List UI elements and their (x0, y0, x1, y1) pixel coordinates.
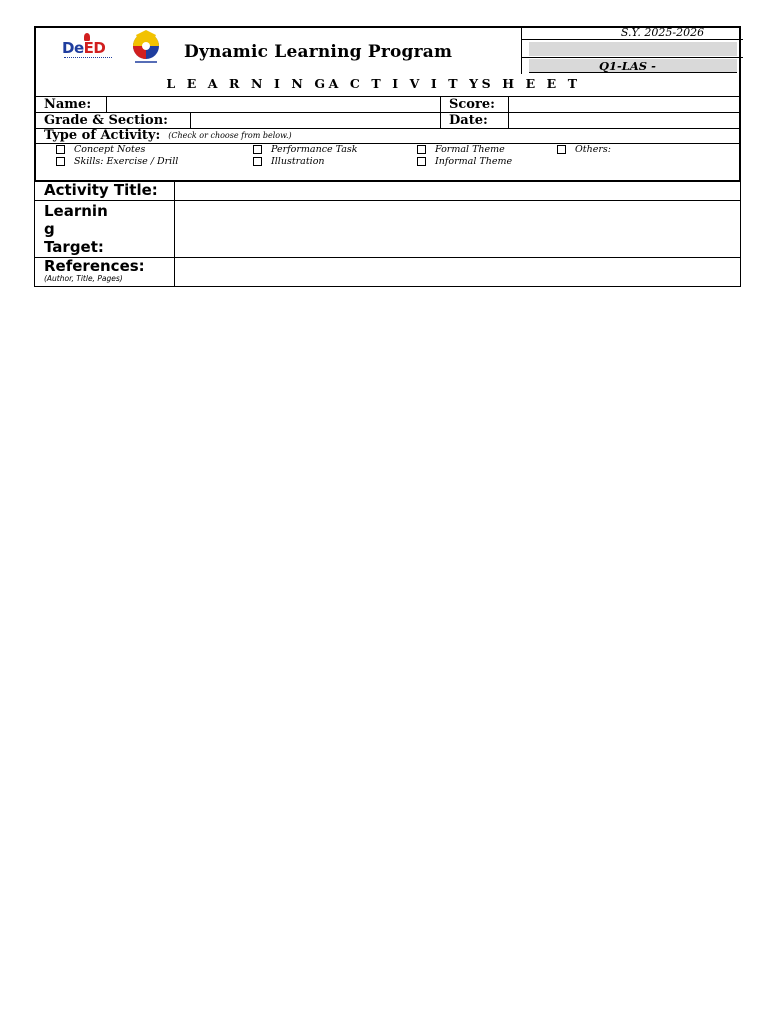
sheet-heading: L E A R N I N GA C T I V I T YS H E E T (166, 76, 581, 91)
deped-logo-ed: ED (83, 39, 106, 57)
school-year: S.Y. 2025-2026 (522, 26, 743, 40)
learning-target-row (35, 201, 740, 258)
option-informal-theme[interactable]: Informal Theme (417, 156, 512, 167)
logos (62, 30, 166, 64)
references-hint: (Author, Title, Pages) (44, 274, 123, 283)
activity-type-row (36, 129, 739, 144)
activity-type-options (36, 144, 739, 182)
references-label-cell (35, 258, 175, 286)
activity-title-field[interactable] (175, 182, 740, 200)
sheet-header (34, 26, 741, 96)
references-row (35, 258, 740, 286)
student-info (34, 96, 741, 182)
checkbox-icon[interactable] (417, 145, 426, 154)
name-row (36, 97, 739, 113)
learning-activity-sheet (34, 26, 741, 287)
deped-logo (62, 30, 116, 64)
checkbox-icon[interactable] (56, 157, 65, 166)
name-label: Name: (36, 97, 107, 112)
references-field[interactable] (175, 258, 740, 286)
program-title: Dynamic Learning Program (184, 42, 453, 62)
learning-target-field[interactable] (175, 201, 740, 257)
references-label: References: (44, 257, 145, 275)
activity-title-label: Activity Title: (35, 182, 175, 200)
name-field[interactable] (107, 97, 441, 112)
bagong-pilipinas-logo (126, 29, 166, 65)
checkbox-icon[interactable] (253, 157, 262, 166)
score-field[interactable] (509, 97, 739, 112)
activity-type-label: Type of Activity: (44, 128, 161, 143)
score-label: Score: (441, 97, 509, 112)
subject-field[interactable] (529, 42, 737, 56)
activity-type-note: (Check or choose from below.) (168, 131, 292, 140)
checkbox-icon[interactable] (56, 145, 65, 154)
option-concept-notes[interactable]: Concept Notes (56, 144, 145, 155)
activity-table (34, 182, 741, 287)
grade-section-row (36, 113, 739, 129)
checkbox-icon[interactable] (253, 145, 262, 154)
option-others[interactable]: Others: (557, 144, 611, 155)
school-year-box (521, 26, 743, 74)
deped-logo-de: De (62, 39, 84, 57)
option-formal-theme[interactable]: Formal Theme (417, 144, 505, 155)
date-field[interactable] (509, 113, 739, 128)
las-code-label: Q1-LAS - (599, 59, 656, 73)
learning-target-label: Learnin g Target: (35, 201, 175, 257)
grade-section-label: Grade & Section: (36, 113, 191, 128)
checkbox-icon[interactable] (417, 157, 426, 166)
las-code-field[interactable] (529, 59, 737, 73)
las-number-blank[interactable] (658, 62, 724, 73)
option-illustration[interactable]: Illustration (253, 156, 325, 167)
option-skills-exercise-drill[interactable]: Skills: Exercise / Drill (56, 156, 178, 167)
checkbox-icon[interactable] (557, 145, 566, 154)
date-label: Date: (441, 113, 509, 128)
grade-section-field[interactable] (191, 113, 441, 128)
option-performance-task[interactable]: Performance Task (253, 144, 358, 155)
activity-title-row (35, 182, 740, 201)
